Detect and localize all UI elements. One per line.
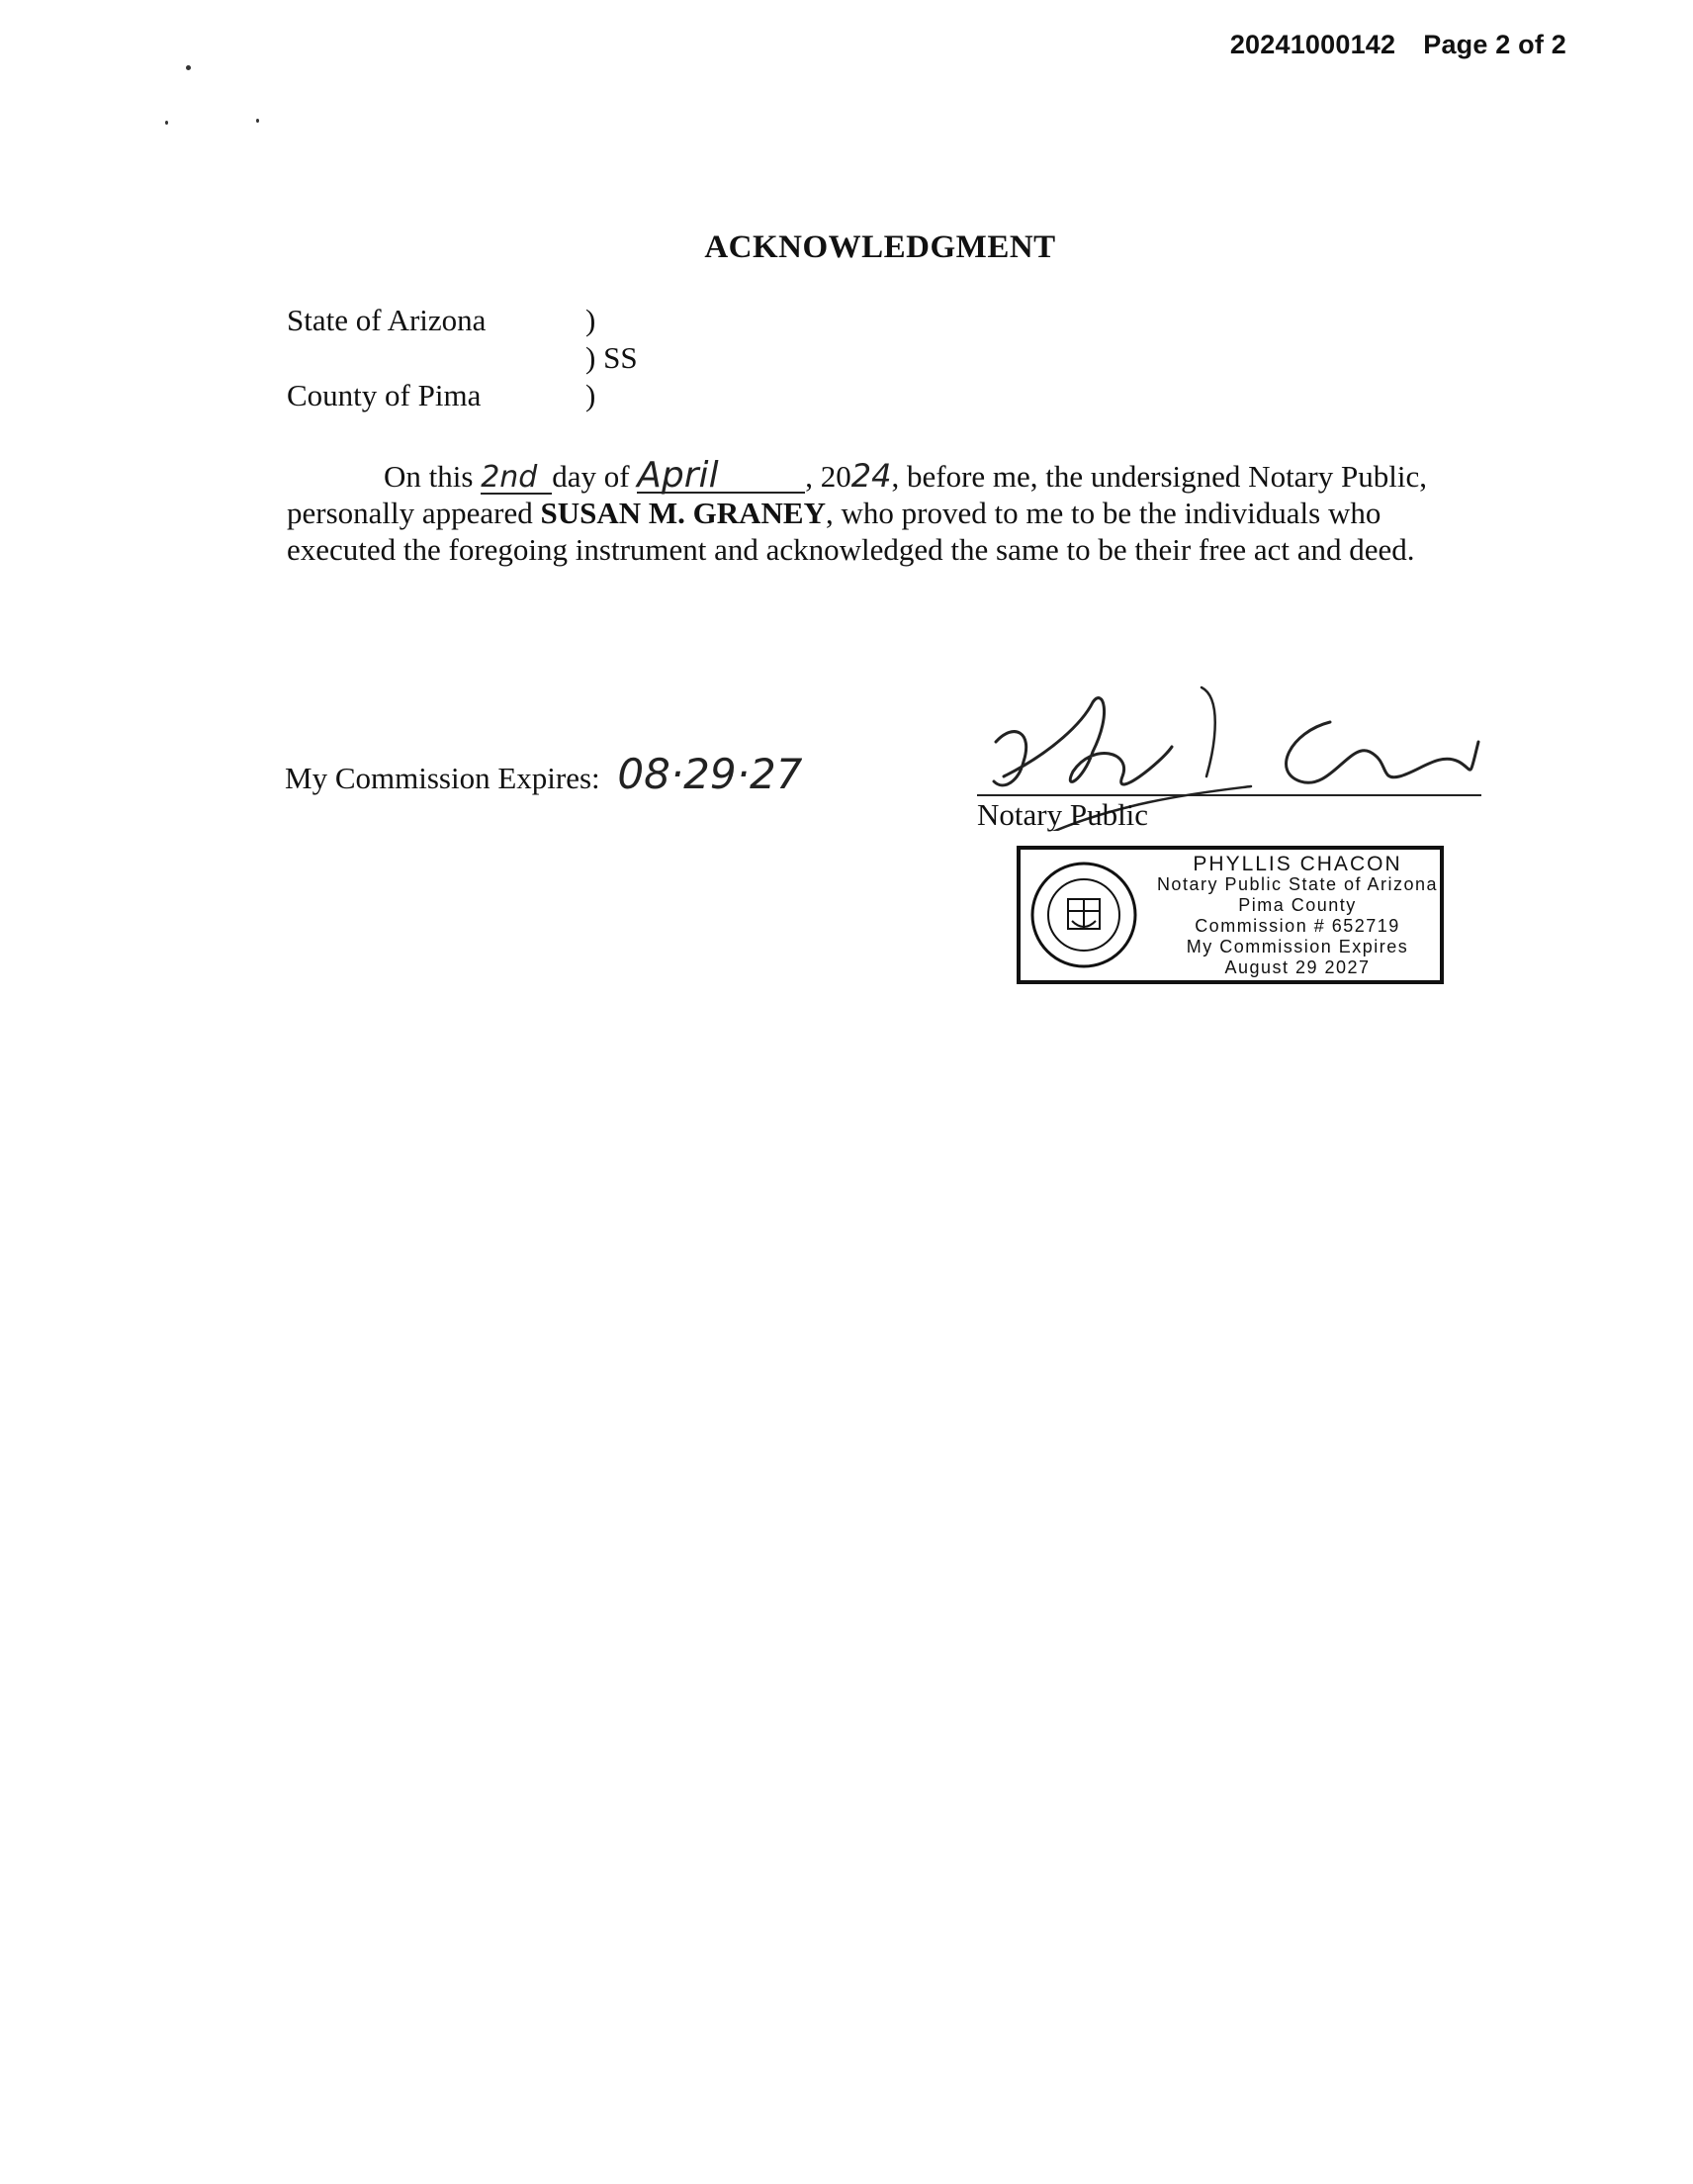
body-text: , who proved to me to be the individuals who executed the foregoing instrument and acknowledged the same to be their free act and deed.: [287, 496, 1415, 567]
person-name: SUSAN M. GRANEY: [540, 496, 826, 530]
body-text: , 20: [805, 459, 851, 494]
seal-line: August 29 2027: [1224, 957, 1371, 977]
venue-paren: ): [585, 303, 596, 337]
body-text: On this: [384, 459, 474, 494]
scan-speck: [165, 121, 168, 125]
document-header: [1230, 30, 1566, 60]
handwritten-year: 24: [850, 457, 892, 495]
seal-line: My Commission Expires: [1186, 937, 1409, 956]
acknowledgment-paragraph: [287, 455, 1434, 568]
notary-public-label: Notary Public: [977, 797, 1149, 832]
state-label: State of Arizona: [287, 303, 487, 337]
seal-notary-name: PHYLLIS CHACON: [1193, 853, 1402, 875]
commission-expires: [285, 750, 802, 798]
signature-line: [977, 794, 1481, 796]
document-number: 20241000142: [1229, 30, 1396, 59]
handwritten-month: April: [637, 455, 719, 496]
document-title: ACKNOWLEDGMENT: [704, 229, 1056, 265]
seal-line: Pima County: [1238, 895, 1357, 915]
scan-speck: [186, 65, 191, 70]
body-text: day of: [552, 459, 630, 494]
venue-ss: ) SS: [585, 340, 638, 375]
body-text: , before me, the undersigned Notary Public, personally appeared: [287, 459, 1427, 530]
page-label: Page 2 of 2: [1423, 30, 1566, 59]
seal-line: Notary Public State of Arizona: [1156, 874, 1439, 894]
county-label: County of Pima: [287, 378, 482, 412]
seal-text: [1149, 854, 1446, 978]
scan-speck: [256, 119, 259, 123]
seal-line: Commission # 652719: [1195, 916, 1400, 936]
state-seal-emblem: [1028, 860, 1139, 970]
handwritten-day: 2nd: [481, 460, 538, 495]
commission-label: My Commission Expires:: [285, 761, 600, 795]
venue-paren: ): [585, 378, 596, 412]
notary-seal-stamp: [1017, 846, 1444, 984]
handwritten-commission-date: 08·29·27: [617, 750, 803, 798]
